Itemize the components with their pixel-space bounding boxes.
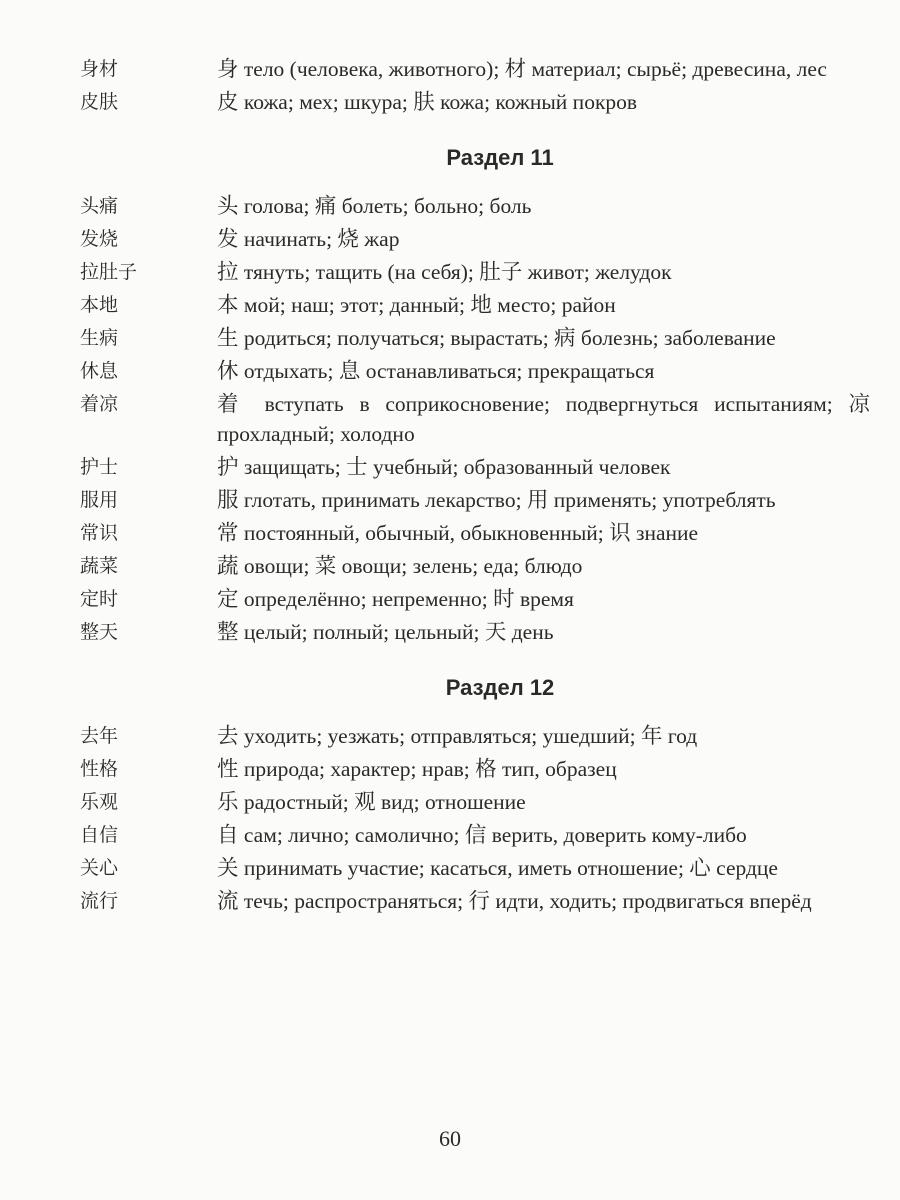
vocab-word: 去年 (80, 725, 119, 747)
vocab-word: 发烧 (80, 228, 119, 250)
vocab-entry (80, 754, 870, 784)
vocab-entry (80, 617, 870, 647)
vocab-word: 常识 (80, 522, 119, 544)
vocab-word: 性格 (80, 758, 119, 780)
vocab-entry (80, 224, 870, 254)
vocab-entry (80, 820, 870, 850)
vocab-word: 护士 (80, 456, 119, 478)
vocab-definition: 皮 кожа; мех; шкура; 肤 кожа; кожный покров (217, 90, 638, 114)
vocab-definition: 着 вступать в соприкосновение; подвергнуться испытаниям; 凉 прохладный; холодно (217, 392, 870, 446)
vocab-word: 头痛 (80, 195, 119, 217)
vocab-definition: 关 принимать участие; касаться, иметь отношение; 心 сердце (217, 856, 778, 880)
vocab-word: 皮肤 (80, 91, 119, 113)
vocab-word: 生病 (80, 327, 119, 349)
vocab-entry (80, 323, 870, 353)
vocab-word: 身材 (80, 58, 119, 80)
page-number: 60 (439, 1126, 461, 1151)
vocab-definition: 休 отдыхать; 息 останавливаться; прекращаться (217, 359, 655, 383)
vocab-word: 着凉 (80, 393, 119, 415)
vocab-word: 定时 (80, 588, 119, 610)
vocab-entry (80, 853, 870, 883)
vocab-definition: 本 мой; наш; этот; данный; 地 место; район (217, 293, 616, 317)
vocab-entry (80, 584, 870, 614)
vocab-entry (80, 54, 870, 84)
vocab-entry (80, 290, 870, 320)
vocab-definition: 头 голова; 痛 болеть; больно; боль (217, 194, 532, 218)
vocab-word: 休息 (80, 360, 119, 382)
vocab-word: 本地 (80, 294, 119, 316)
vocab-definition: 服 глотать, принимать лекарство; 用 применять; употреблять (217, 488, 776, 512)
vocab-definition: 自 сам; лично; самолично; 信 верить, доверить кому-либо (217, 823, 747, 847)
vocab-definition: 整 целый; полный; цельный; 天 день (217, 620, 554, 644)
vocab-word: 整天 (80, 621, 119, 643)
vocab-entry (80, 721, 870, 751)
vocab-definition: 蔬 овощи; 菜 овощи; зелень; еда; блюдо (217, 554, 583, 578)
vocab-word: 乐观 (80, 791, 119, 813)
vocab-entry (80, 551, 870, 581)
vocab-definition: 护 защищать; 士 учебный; образованный человек (217, 455, 671, 479)
vocab-word: 蔬菜 (80, 555, 119, 577)
vocab-definition: 身 тело (человека, животного); 材 материал; сырьё; древесина, лес (217, 57, 827, 81)
vocab-definition: 性 природа; характер; нрав; 格 тип, образец (217, 757, 617, 781)
vocab-definition: 乐 радостный; 观 вид; отношение (217, 790, 526, 814)
vocab-definition: 去 уходить; уезжать; отправляться; ушедший; 年 год (217, 724, 698, 748)
vocab-entry (80, 518, 870, 548)
vocab-entry (80, 257, 870, 287)
dictionary-page (80, 54, 870, 919)
vocab-definition: 常 постоянный, обычный, обыкновенный; 识 знание (217, 521, 699, 545)
vocab-entry (80, 485, 870, 515)
vocab-definition: 发 начинать; 烧 жар (217, 227, 400, 251)
vocab-word: 关心 (80, 857, 119, 879)
vocab-word: 自信 (80, 824, 119, 846)
vocab-entry (80, 389, 870, 449)
vocab-word: 服用 (80, 489, 119, 511)
vocab-word: 拉肚子 (80, 261, 138, 283)
vocab-definition: 流 течь; распространяться; 行 идти, ходить; продвигаться вперёд (217, 889, 812, 913)
section-heading: Раздел 12 (445, 675, 555, 700)
vocab-word: 流行 (80, 890, 119, 912)
vocab-entry (80, 886, 870, 916)
vocab-entry (80, 191, 870, 221)
vocab-definition: 拉 тянуть; тащить (на себя); 肚子 живот; желудок (217, 260, 672, 284)
vocab-definition: 生 родиться; получаться; вырастать; 病 болезнь; заболевание (217, 326, 776, 350)
section-heading: Раздел 11 (446, 145, 554, 170)
vocab-definition: 定 определённо; непременно; 时 время (217, 587, 574, 611)
vocab-entry (80, 87, 870, 117)
vocab-entry (80, 787, 870, 817)
vocab-entry (80, 452, 870, 482)
vocab-entry (80, 356, 870, 386)
